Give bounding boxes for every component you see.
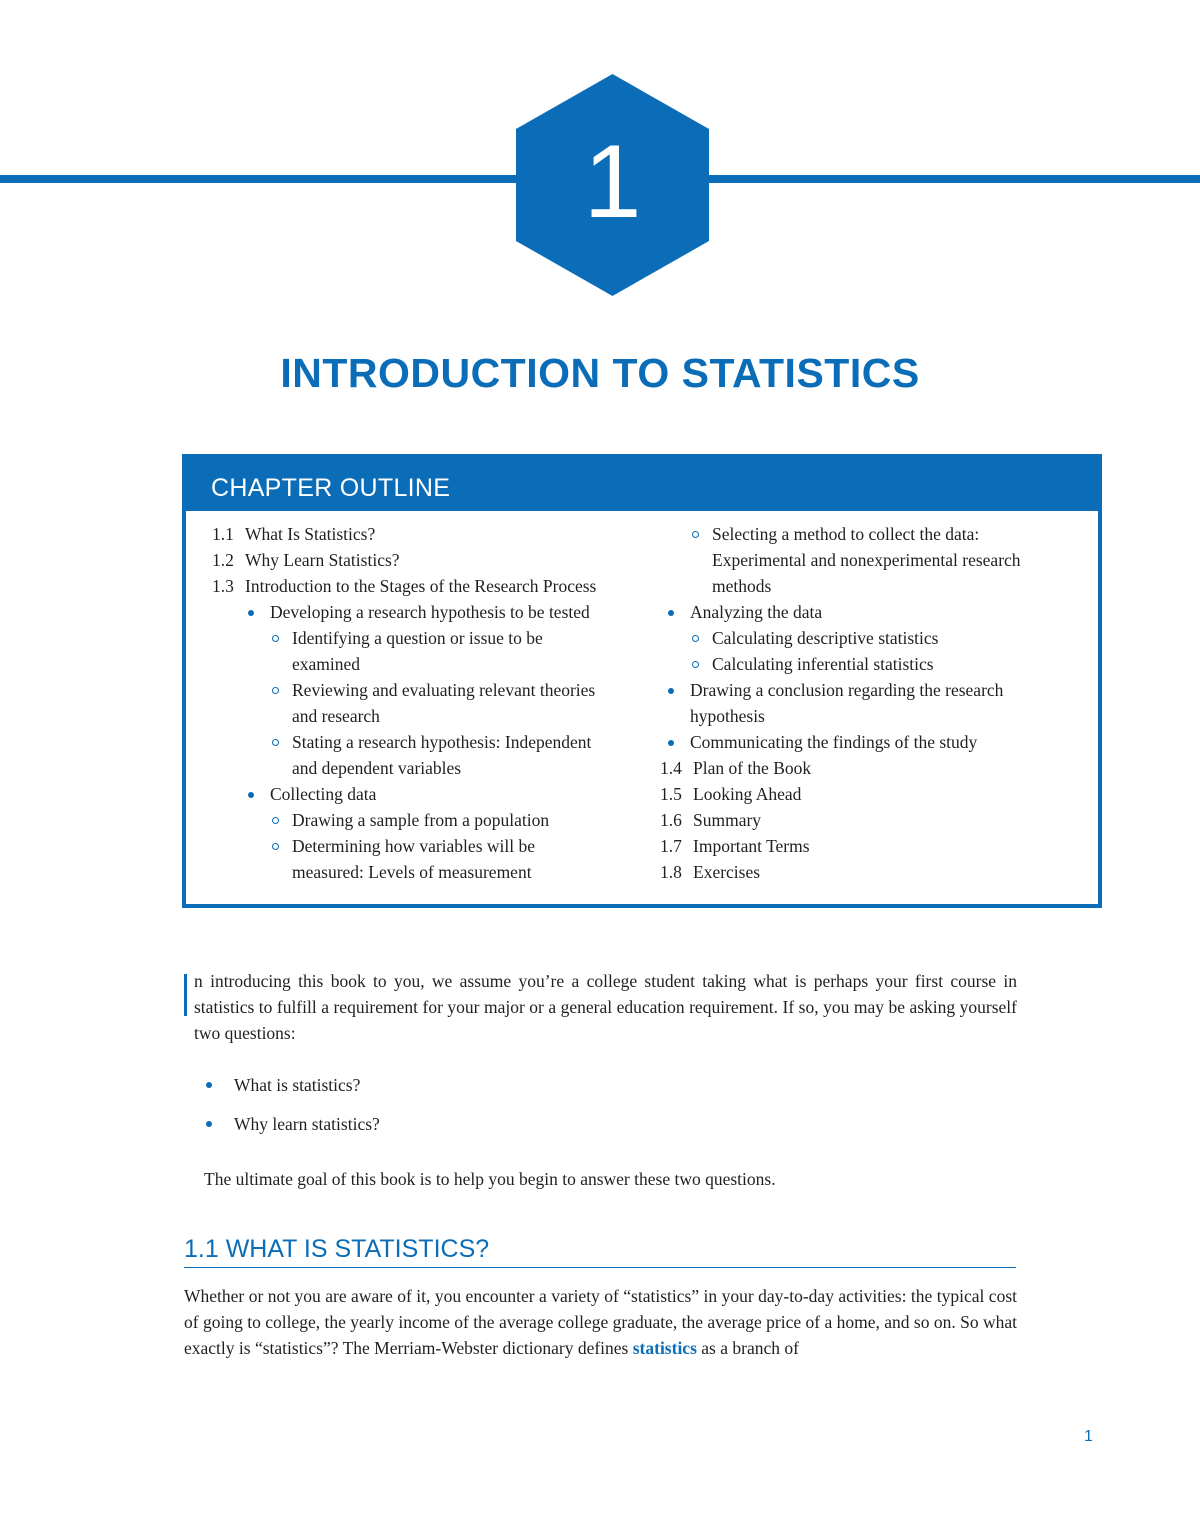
chapter-outline-header: CHAPTER OUTLINE xyxy=(186,458,1098,511)
outline-item xyxy=(212,599,652,625)
bullet-icon xyxy=(206,1121,212,1127)
hollow-bullet-icon xyxy=(692,531,699,538)
outline-item xyxy=(212,807,652,833)
outline-item xyxy=(660,573,1080,599)
outline-item-text: Looking Ahead xyxy=(693,784,802,804)
chapter-title: INTRODUCTION TO STATISTICS xyxy=(280,350,920,396)
outline-item xyxy=(660,729,1080,755)
drop-cap-i xyxy=(184,974,187,1016)
outline-item-text: Exercises xyxy=(693,862,761,882)
bullet-icon xyxy=(206,1082,212,1088)
outline-item-number: 1.2 xyxy=(212,550,234,570)
outline-item xyxy=(660,833,1080,859)
outline-item xyxy=(212,729,652,755)
outline-item xyxy=(660,599,1080,625)
bullet-icon xyxy=(248,792,254,798)
outline-item xyxy=(212,755,652,781)
outline-item-number: 1.6 xyxy=(660,810,682,830)
outline-item-number: 1.8 xyxy=(660,862,682,882)
outline-item-text: Drawing a conclusion regarding the research xyxy=(690,680,1004,700)
outline-item-number: 1.5 xyxy=(660,784,682,804)
outline-item-text: Identifying a question or issue to be xyxy=(292,628,543,648)
outline-item xyxy=(660,625,1080,651)
chapter-number: 1 xyxy=(583,124,642,240)
outline-item xyxy=(660,547,1080,573)
list-item: What is statistics? xyxy=(204,1072,380,1111)
outline-item-text: Determining how variables will be xyxy=(292,836,535,856)
outline-item-text: Reviewing and evaluating relevant theories xyxy=(292,680,596,700)
outline-item-number: 1.3 xyxy=(212,576,234,596)
bullet-icon xyxy=(248,610,254,616)
outline-item-number: 1.4 xyxy=(660,758,682,778)
outline-item-text: hypothesis xyxy=(690,706,765,726)
outline-item-text: Calculating descriptive statistics xyxy=(712,628,939,648)
outline-item xyxy=(212,651,652,677)
outline-item-text: Developing a research hypothesis to be tested xyxy=(270,602,590,622)
outline-item-text: and research xyxy=(292,706,380,726)
intro-question-list xyxy=(204,1072,380,1150)
outline-item-text: Summary xyxy=(693,810,762,830)
intro-paragraph: n introducing this book to you, we assume you’re a college student taking what is perhaps your first course in statistics to fulfill a requirement for your major or a general education requirement. If so, you may be asking yourself two questions: xyxy=(194,971,1017,1043)
outline-right-column xyxy=(660,521,1080,885)
outline-item xyxy=(212,573,652,599)
outline-item xyxy=(212,859,652,885)
bullet-icon xyxy=(668,740,674,746)
outline-item xyxy=(212,833,652,859)
hollow-bullet-icon xyxy=(272,817,279,824)
hollow-bullet-icon xyxy=(272,635,279,642)
chapter-outline-box xyxy=(182,454,1102,908)
hollow-bullet-icon xyxy=(692,635,699,642)
outline-item-text: Experimental and nonexperimental research xyxy=(712,550,1021,570)
outline-item xyxy=(212,521,652,547)
outline-item xyxy=(660,521,1080,547)
outline-item xyxy=(660,651,1080,677)
outline-item-text: Drawing a sample from a population xyxy=(292,810,550,830)
section-heading: 1.1 WHAT IS STATISTICS? xyxy=(184,1232,1016,1268)
key-term: statistics xyxy=(632,1338,697,1358)
outline-item-text: Plan of the Book xyxy=(693,758,812,778)
outline-item-text: and dependent variables xyxy=(292,758,462,778)
hollow-bullet-icon xyxy=(272,687,279,694)
outline-item-text: Analyzing the data xyxy=(690,602,823,622)
outline-item xyxy=(660,677,1080,703)
goal-sentence: The ultimate goal of this book is to help you begin to answer these two questions. xyxy=(204,1169,776,1189)
list-item: Why learn statistics? xyxy=(204,1111,380,1150)
hollow-bullet-icon xyxy=(272,843,279,850)
outline-item-text: Calculating inferential statistics xyxy=(712,654,934,674)
outline-item xyxy=(212,547,652,573)
outline-item-text: methods xyxy=(712,576,772,596)
bullet-icon xyxy=(668,610,674,616)
outline-item xyxy=(660,703,1080,729)
outline-item xyxy=(660,859,1080,885)
outline-item-text: Stating a research hypothesis: Independent xyxy=(292,732,592,752)
outline-item xyxy=(212,781,652,807)
hollow-bullet-icon xyxy=(692,661,699,668)
outline-item xyxy=(212,703,652,729)
outline-item-number: 1.1 xyxy=(212,524,234,544)
outline-item-text: Why Learn Statistics? xyxy=(245,550,400,570)
outline-item-text: Introduction to the Stages of the Research Process xyxy=(245,576,597,596)
outline-item xyxy=(660,807,1080,833)
outline-item-text: What Is Statistics? xyxy=(245,524,376,544)
outline-item xyxy=(660,755,1080,781)
outline-item-number: 1.7 xyxy=(660,836,682,856)
outline-item xyxy=(660,781,1080,807)
outline-item-text: Communicating the findings of the study xyxy=(690,732,978,752)
outline-item-text: Important Terms xyxy=(693,836,810,856)
page-number: 1 xyxy=(1084,1428,1093,1445)
outline-item-text: Selecting a method to collect the data: xyxy=(712,524,980,544)
hollow-bullet-icon xyxy=(272,739,279,746)
bullet-icon xyxy=(668,688,674,694)
outline-item xyxy=(212,677,652,703)
outline-left-column xyxy=(212,521,652,885)
outline-item-text: Collecting data xyxy=(270,784,377,804)
section-paragraph: Whether or not you are aware of it, you encounter a variety of “statistics” in your day-to-day activities: the typical cost of going to college, the yearly income of the average college graduate, the average price of a home, and so on. So what exactly is “statistics”? The Merriam-Webster dictionary defines statistics as a branch of xyxy=(184,1286,1017,1358)
outline-item-text: measured: Levels of measurement xyxy=(292,862,532,882)
outline-item xyxy=(212,625,652,651)
outline-item-text: examined xyxy=(292,654,361,674)
